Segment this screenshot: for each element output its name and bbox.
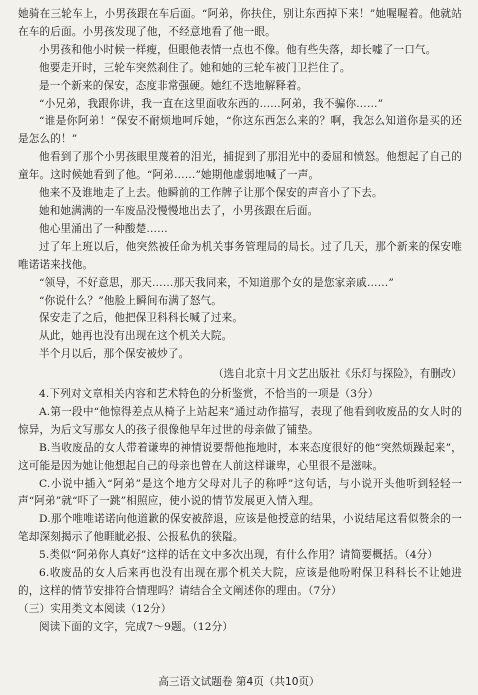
option-d: D.那个唯唯诺诺向他道歉的保安被辞退，应该是他授意的结果，小说结尾这看似赘余的一笔却深刻揭示了他睚眦必报、公报私仇的狭隘。: [18, 513, 462, 544]
option-c: C.小说中插入“阿弟”是这个地方父母对儿子的称呼”这句话，与小说开头他听到轻轻一声“阿弟”就“吓了一跳”相照应，使小说的情节发展更入情入理。: [18, 477, 462, 508]
story-paragraph: 他要走开时，三轮车突然刹住了。她和她的三轮车被门卫拦住了。: [39, 61, 351, 74]
story-paragraph: 他来不及谁地走了上去。他瞬前的工作牌子让那个保安的声音小了下去。: [39, 187, 383, 200]
story-paragraph: 小男孩和他小时候一样瘦，但眼他表情一点也不像。他有些失落，却长嘘了一口气。: [39, 43, 437, 56]
page-footer: 高三语文试题卷 第4页（共10页）: [158, 676, 320, 688]
option-a: A.第一段中“他惊得差点从椅子上站起来”通过动作描写，表现了他看到收废品的女人时的惊异，为后文写那女人的孩子很像他早年过世的母亲做了铺垫。: [18, 405, 462, 436]
story-paragraph: 他看到了那个小男孩眼里蔑着的泪光，捕捉到了那泪光中的委屈和愤怒。他想起了自己的童年。这时候她看到了他。“阿弟……”她期他虚弱地喊了一声。: [18, 151, 462, 182]
section-heading: （三）实用类文本阅读（12分）: [18, 602, 172, 615]
section-instruction: 阅读下面的文字，完成7～9题。（12分）: [39, 620, 234, 633]
story-paragraph: 保安走了之后，他把保卫科科长喊了过来。: [39, 312, 244, 325]
story-paragraph: 她骑在三轮车上，小男孩跟在车后面。“阿弟，你扶住，别让东西掉下来！”她喔喔着。他就站在车的后面。小男孩发现了他，不经意地看了他一眼。: [18, 8, 462, 38]
story-paragraph: 他心里涌出了一种酸楚……: [39, 222, 168, 235]
story-paragraph: 是一个新来的保安，态度非常强硬。她红不迭地解释着。: [39, 79, 308, 92]
story-paragraph: “你说什么？”他脸上瞬间布满了怒气。: [39, 294, 223, 307]
story-paragraph: 她和她满满的一车废品没慢慢地出去了，小男孩跟在后面。: [39, 204, 319, 217]
story-paragraph: “小兄弟，我跟你讲，我一直在这里面收东西的……阿弟，我不骗你……”: [39, 97, 384, 110]
question-6: 6.收废品的女人后来再也没有出现在那个机关大院，应该是他吩咐保卫科科长不让她进的，这样的情节安排符合情理吗？请结合全文阐述你的理由。（7分）: [18, 567, 462, 597]
story-paragraph: 过了年上班以后，他突然被任命为机关事务管理局的局长。过了几天，那个新来的保安唯唯诺诺来找他。: [18, 240, 462, 271]
question-5: 5.类似“阿弟你人真好”这样的话在文中多次出现，有什么作用？请简要概括。（4分）: [39, 549, 439, 562]
question-4: 4.下列对文章相关内容和艺术特色的分析鉴赏，不恰当的一项是（3分）: [39, 388, 379, 401]
option-b: B.当收废品的女人带着谦卑的神情说要帮他拖地时，本来态度很好的他“突然烦躁起来”，这可能是因为她让他想起自己的母亲也曾在人前这样谦卑，心里很不是滋味。: [18, 441, 462, 472]
story-paragraph: “谁是你阿弟！”保安不耐烦地呵斥她，“你这东西怎么来的？啊，我怎么知道你是买的还是怎么的！”: [18, 115, 462, 146]
story-paragraph: “领导，不好意思，那天……那天我同来，不知道那个女的是您家亲戚……”: [39, 276, 394, 289]
story-paragraph: 从此，她再也没有出现在这个机关大院。: [39, 330, 233, 343]
story-paragraph: 半个月以后，那个保安被炒了。: [39, 348, 190, 361]
source-citation: （选自北京十月文艺出版社《乐灯与探险》，有删改）: [213, 368, 462, 381]
